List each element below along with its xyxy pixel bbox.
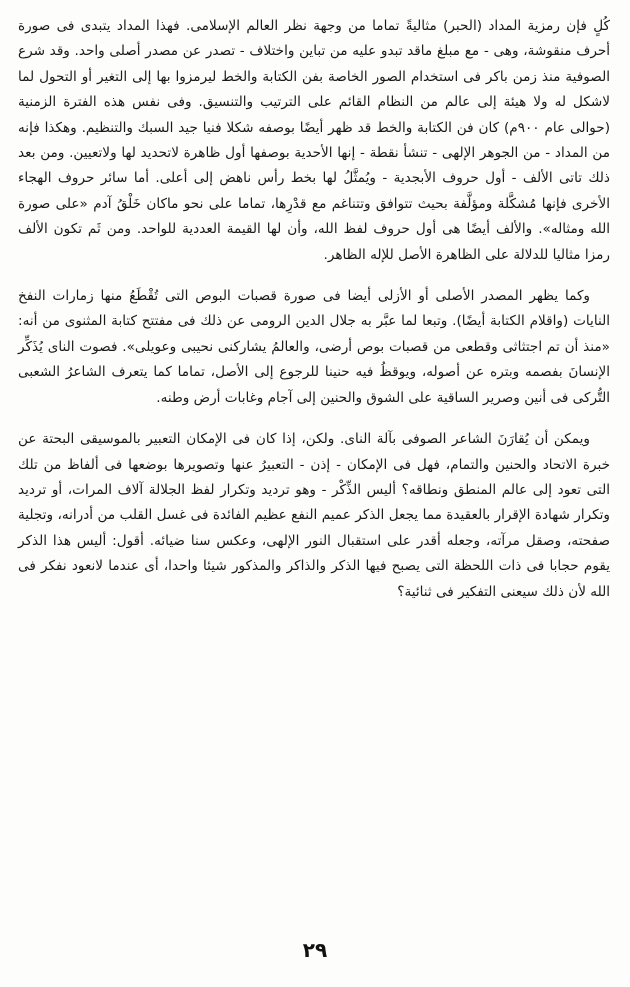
page-number: ٢٩ [302, 938, 328, 962]
body-text [18, 14, 610, 605]
paragraph-2: وكما يظهر المصدر الأصلى أو الأزلى أيضا فى صورة قصبات البوص التى تُقْطَعُ منها زمارات النفخ النايات (واقلام الكتابة أيضًا). وتبعا لما عبَّر به جلال الدين الرومى عن ذلك فى مفتتح كتابة المثنوى من أنه: «منذ أن تم اجتثاثى وقطعى من قصبات بوص أرضى، والعالمُ يشاركنى نحيبى وعويلى». فصوت الناى يُذَكِّر الإنسانَ بفصمه وبتره عن أصوله، ويوقظُ فيه حنينا للرجوع إلى الأصل، تماما كما يتعرف الشاعرُ الشعبى التُّركى فى أنين وصرير الساقية على الشوق والحنين إلى آجام وغابات أرض وطنه. [18, 288, 610, 406]
paragraph-1: كُلٍ فإن رمزية المداد (الحبر) مثاليةً تماما من وجهة نظر العالم الإسلامى. فهذا المداد يتبدى فى صورة أحرف منقوشة، وهى - مع مبلغ ماقد تبدو عليه من تباين واختلاف - تصدر عن مصدر أصلى واحد. وقد شرع الصوفية منذ زمن باكر فى استخدام الصور الخاصة بفن الكتابة والخط ليرمزوا بها إلى التغير أو التحول لما لاشكل له ولا هيئة إلى عالم من النظام القائم على الترتيب والتنسيق. وفى نفس هذه الفترة الزمنية (حوالى عام ٩٠٠م) كان فن الكتابة والخط قد ظهر أيضًا بوصفه شكلا فنيا جيد السبك والتنظيم. وهكذا فإنه من المداد - من الجوهر الإلهى - تنشأ نقطة - إنها الأحدية بوصفها أول ظاهرة لاتحديد لها ولاتعيين. ومن بعد ذلك تاتى الألف - أول حروف الأبجدية - ويُمثَّلُ لها بخط رأس ناهض إلى أعلى. أما سائر حروف الهجاء الأخرى فإنها مُشكَّلة ومؤلَّفة بحيث تتوافق وتتناغم مع قدْرِها، تماما على نحو ماكان خَلْقُ آدم «على صورة الله ومثاله». والألف أيضًا هى أول حروف لفظ الله، وأن لها القيمة العددية للواحد. ومن ثَم تكون الألف رمزا مثاليا للدلالة على الظاهرة الأصل للإله الظاهر. [18, 18, 610, 263]
paragraph-3: ويمكن أن يُقارَنَ الشاعر الصوفى بآلة الناى. ولكن، إذا كان فى الإمكان التعبير بالموسيقى البحتة عن خبرة الاتحاد والحنين والتمام، فهل فى الإمكان - إذن - التعبيرُ عنها وتصويرها بوضعها فى ألفاظ من تلك التى تعود إلى عالم المنطق ونطاقه؟ أليس الذِّكْر - وهو ترديد وتكرار لفظ الجلالة آلاف المرات، أو ترديد وتكرار شهادة الإقرار بالعقيدة مما يجعل الذكر عميم النفع عظيم الفائدة فى غسل القلب من أدرانه، وتجلية صفحته، وصقل مرآته، وجعله أقدر على استقبال النور الإلهى، وعكس سنا ضيائه. أقول: أليس هذا الذكر يقوم حجابا فى ذات اللحظة التى يصبح فيها الذكر والذاكر والمذكور شيئا واحدا، أى عندما لانعود نفكر فى الله لأن ذلك سيعنى التفكير فى ثنائية؟ [18, 431, 610, 600]
